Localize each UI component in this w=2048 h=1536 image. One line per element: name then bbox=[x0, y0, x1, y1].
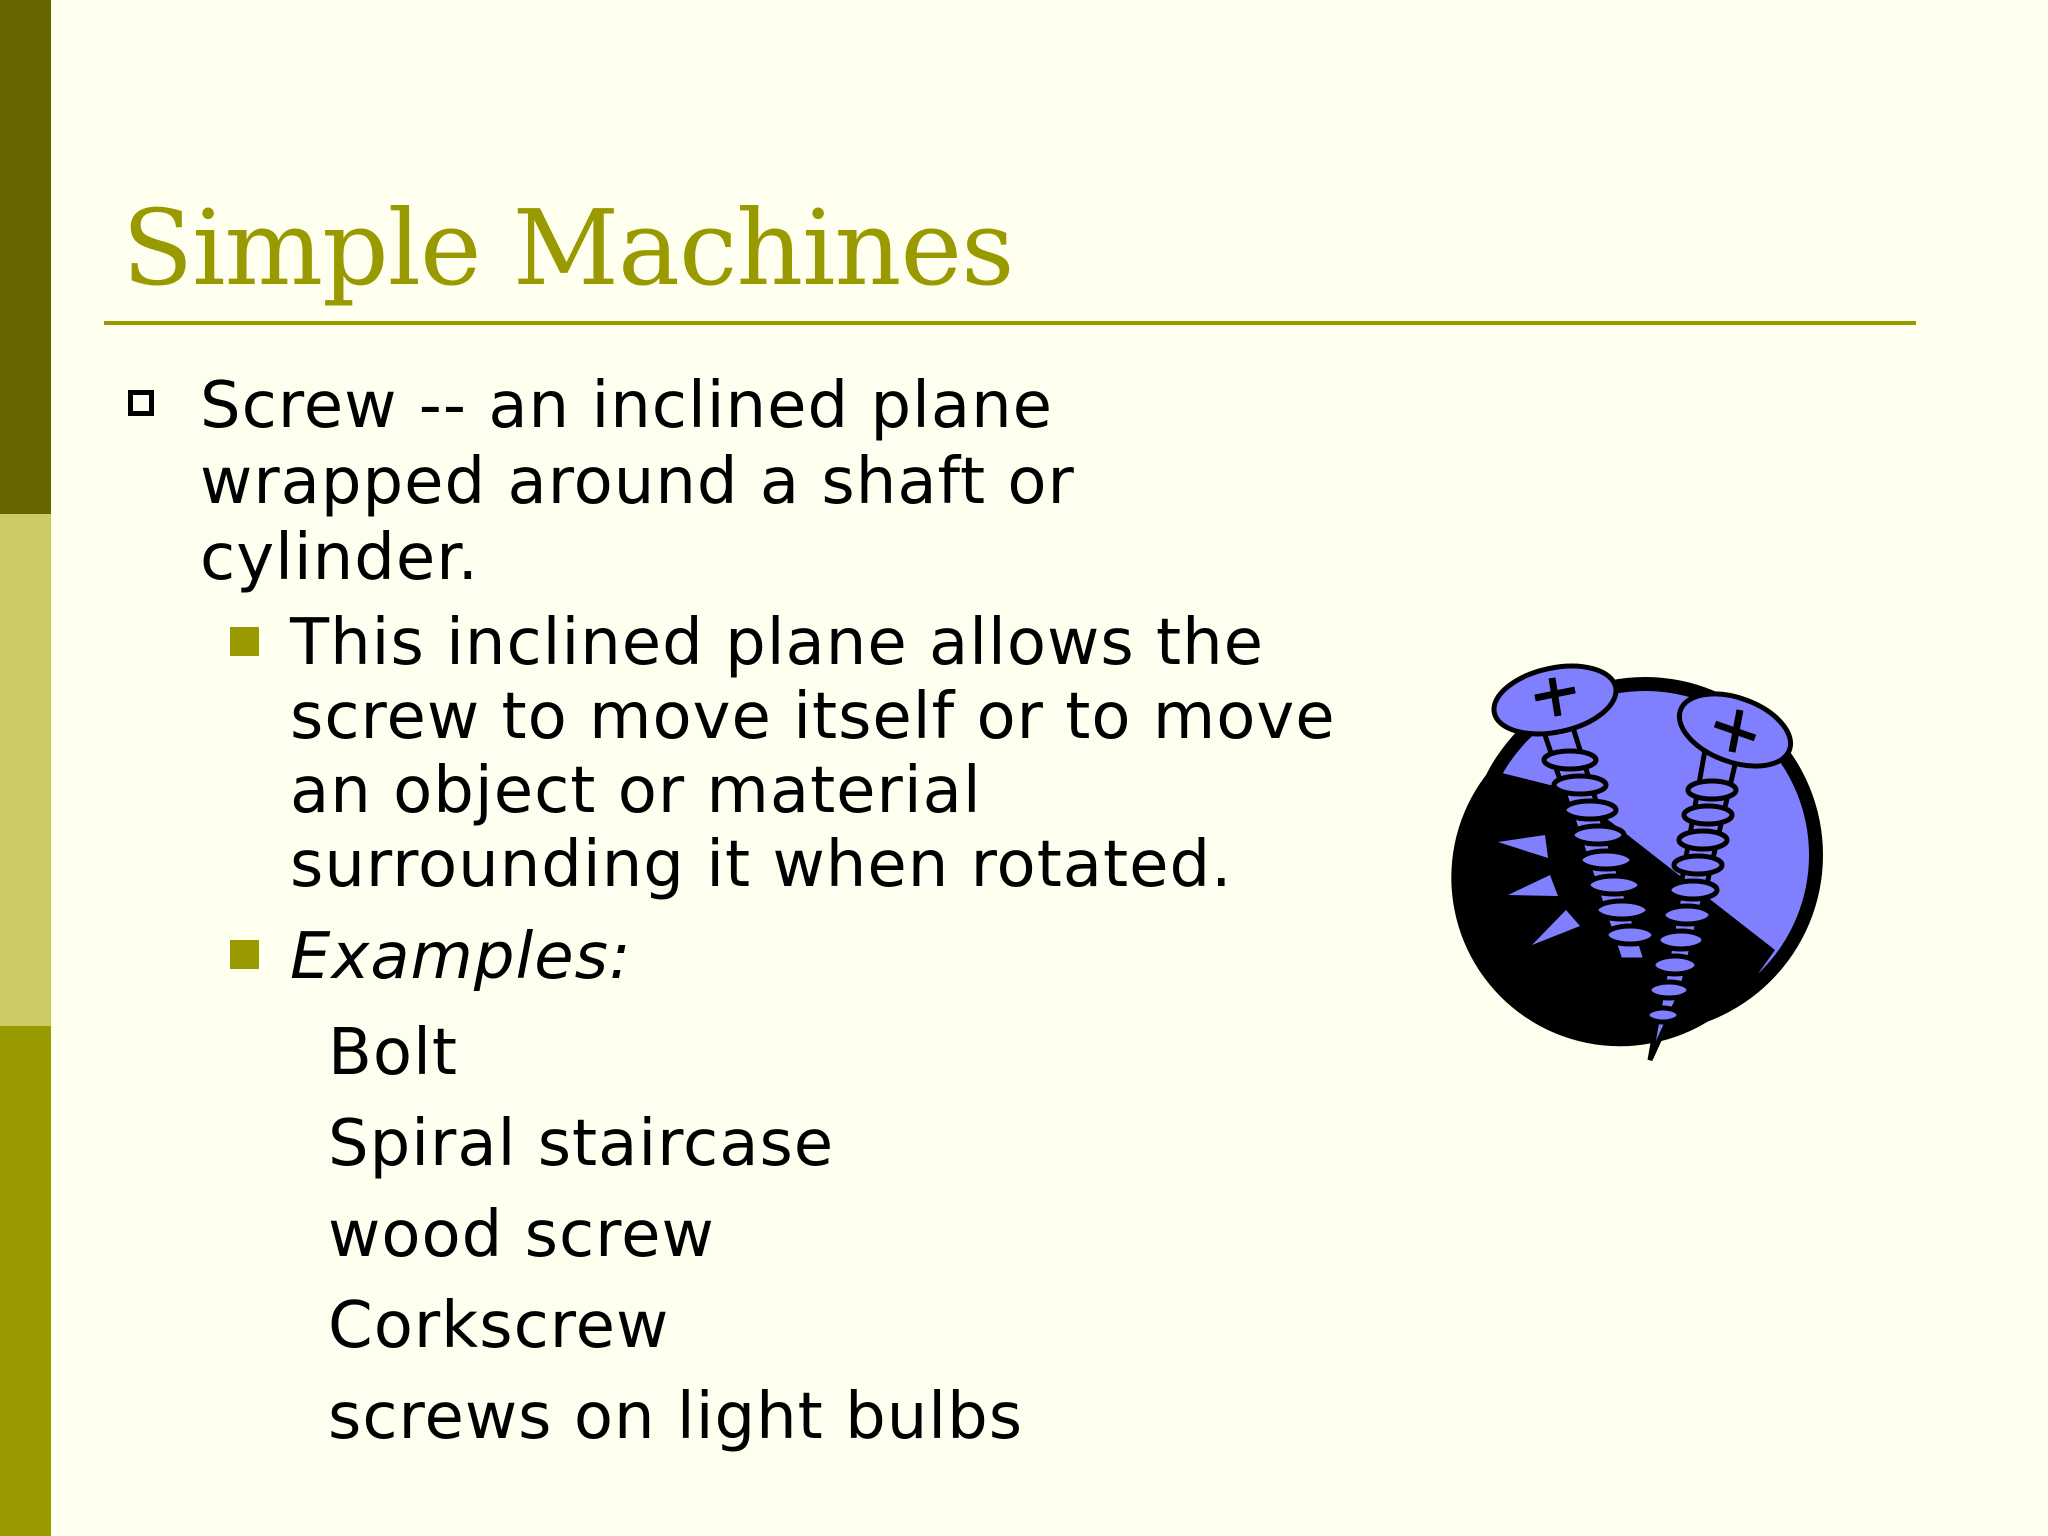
square-bullet-icon bbox=[230, 940, 259, 969]
left-stripe-light bbox=[0, 514, 51, 1026]
list-item: Spiral staircase bbox=[328, 1107, 835, 1181]
examples-heading: Examples: bbox=[290, 920, 632, 994]
list-item: wood screw bbox=[328, 1198, 715, 1272]
hollow-square-bullet-icon bbox=[128, 390, 154, 416]
slide-title: Simple Machines bbox=[122, 187, 1014, 309]
square-bullet-icon bbox=[230, 627, 259, 656]
title-underline bbox=[104, 321, 1916, 325]
list-item: Bolt bbox=[328, 1016, 458, 1090]
sub-bullet-text: This inclined plane allows the screw to move itself or to move an object or material surrounding it when rotated. bbox=[290, 606, 1336, 902]
left-stripe-olive bbox=[0, 1026, 51, 1536]
list-item: Corkscrew bbox=[328, 1289, 670, 1363]
left-stripe-dark bbox=[0, 0, 51, 514]
examples-list bbox=[328, 1008, 1023, 1463]
main-bullet-text: Screw -- an inclined plane wrapped around a shaft or cylinder. bbox=[200, 369, 1075, 595]
list-item: screws on light bulbs bbox=[328, 1380, 1024, 1454]
screws-icon bbox=[1450, 660, 1840, 1080]
